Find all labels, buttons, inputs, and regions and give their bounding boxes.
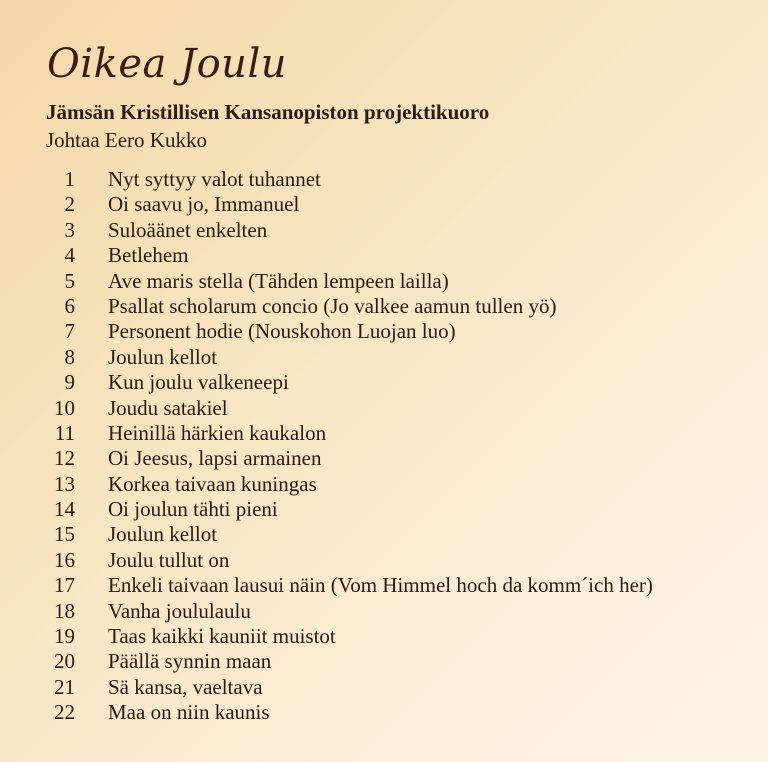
track-number: 11 [54, 420, 75, 445]
track-number: 19 [54, 624, 75, 649]
track-item [40, 319, 653, 344]
track-number: 21 [54, 674, 75, 699]
track-title: Personent hodie (Nouskohon Luojan luo) [108, 319, 456, 344]
track-title: Vanha joululaulu [108, 598, 251, 623]
track-title: Päällä synnin maan [108, 649, 272, 674]
track-title: Joudu satakiel [108, 395, 228, 420]
track-item [40, 167, 653, 192]
track-title: Korkea taivaan kuningas [108, 471, 317, 496]
track-number: 6 [64, 293, 75, 318]
track-number: 8 [64, 344, 75, 369]
track-item [40, 700, 653, 725]
track-item [40, 396, 653, 421]
track-title: Kun joulu valkeneepi [108, 370, 289, 395]
track-item [40, 675, 653, 700]
track-title: Oi joulun tähti pieni [108, 497, 278, 522]
track-title: Maa on niin kaunis [108, 700, 270, 725]
track-number: 22 [54, 700, 75, 725]
track-title: Suloäänet enkelten [108, 217, 268, 242]
track-item [40, 573, 653, 598]
track-title: Joulun kellot [108, 522, 218, 547]
track-number: 20 [54, 649, 75, 674]
track-number: 13 [54, 471, 75, 496]
track-item [40, 472, 653, 497]
track-item [40, 649, 653, 674]
track-number: 16 [54, 547, 75, 572]
track-title: Sä kansa, vaeltava [108, 674, 263, 699]
track-number: 18 [54, 598, 75, 623]
track-title: Oi saavu jo, Immanuel [108, 192, 300, 217]
track-item [40, 599, 653, 624]
track-item [40, 522, 653, 547]
track-item [40, 497, 653, 522]
track-item [40, 370, 653, 395]
track-number: 9 [64, 370, 75, 395]
track-number: 10 [54, 395, 75, 420]
track-title: Oi Jeesus, lapsi armainen [108, 446, 322, 471]
track-title: Joulu tullut on [108, 547, 230, 572]
track-number: 12 [54, 446, 75, 471]
track-item [40, 294, 653, 319]
track-number: 14 [54, 497, 75, 522]
conductor-line: Johtaa Eero Kukko [46, 128, 207, 152]
track-title: Joulun kellot [108, 344, 218, 369]
track-item [40, 446, 653, 471]
track-title: Taas kaikki kauniit muistot [108, 624, 336, 649]
track-item [40, 624, 653, 649]
track-item [40, 218, 653, 243]
track-number: 1 [64, 167, 75, 191]
track-item [40, 269, 653, 294]
track-item [40, 192, 653, 217]
track-title: Psallat scholarum concio (Jo valkee aamun tullen yö) [108, 293, 557, 318]
track-title: Betlehem [108, 243, 189, 268]
track-list [40, 167, 653, 726]
track-number: 5 [64, 268, 75, 293]
track-title: Nyt syttyy valot tuhannet [108, 167, 321, 191]
track-number: 7 [64, 319, 75, 344]
choir-name: Jämsän Kristillisen Kansanopiston projektikuoro [46, 100, 490, 124]
track-item [40, 243, 653, 268]
album-title: Oikea Joulu [47, 41, 287, 87]
track-item [40, 548, 653, 573]
track-title: Enkeli taivaan lausui näin (Vom Himmel hoch da komm´ich her) [108, 573, 653, 598]
track-number: 17 [54, 573, 75, 598]
track-item [40, 345, 653, 370]
track-title: Heinillä härkien kaukalon [108, 420, 327, 445]
track-number: 3 [64, 217, 75, 242]
track-number: 4 [64, 243, 75, 268]
track-number: 2 [64, 192, 75, 217]
track-title: Ave maris stella (Tähden lempeen lailla) [108, 268, 449, 293]
track-item [40, 421, 653, 446]
track-number: 15 [54, 522, 75, 547]
